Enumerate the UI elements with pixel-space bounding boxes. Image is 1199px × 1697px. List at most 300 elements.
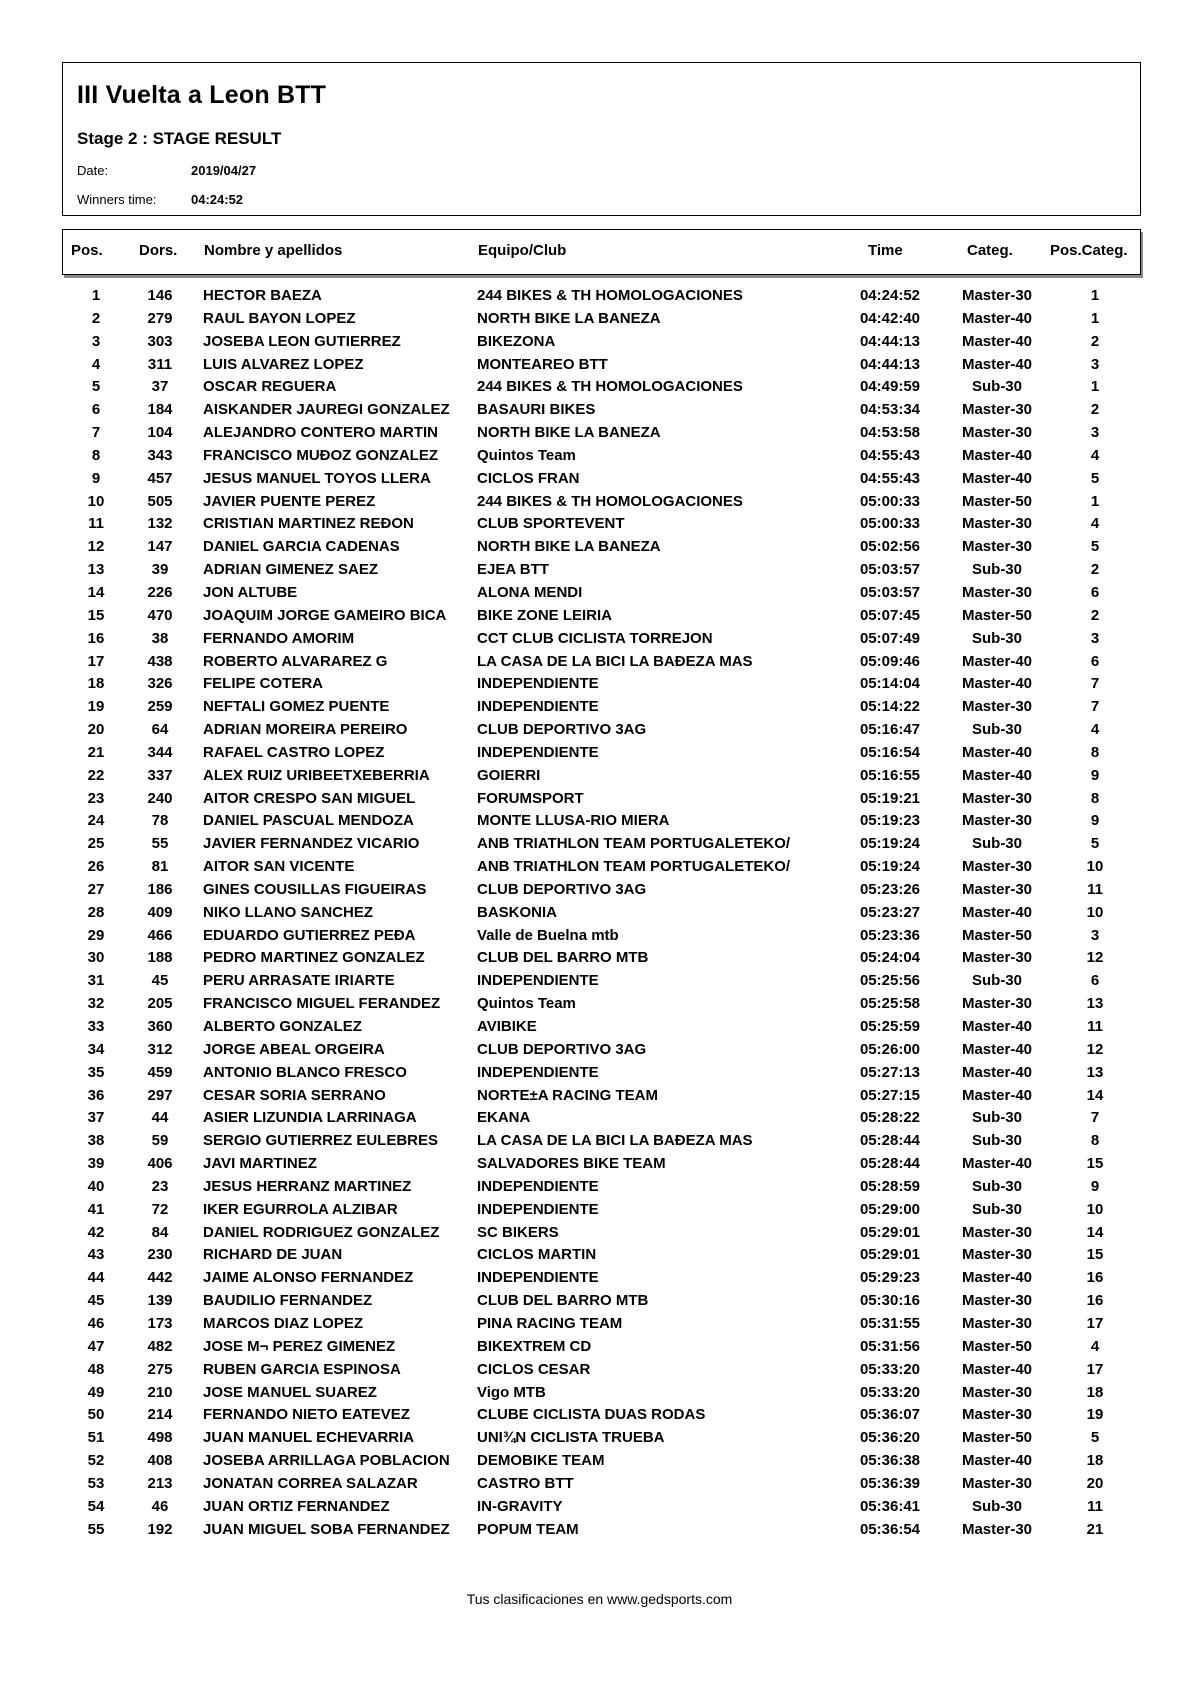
table-row — [0, 1085, 1199, 1108]
cell-pos-categ: 13 — [1086, 995, 1104, 1013]
cell-categ: Master-30 — [961, 1292, 1033, 1310]
cell-name: AISKANDER JAUREGI GONZALEZ — [203, 401, 450, 419]
cell-name: ASIER LIZUNDIA LARRINAGA — [203, 1109, 417, 1127]
cell-pos: 6 — [91, 401, 101, 419]
cell-team: INDEPENDIENTE — [477, 972, 599, 990]
cell-pos-categ: 6 — [1090, 583, 1100, 601]
cell-name: JAVIER PUENTE PEREZ — [203, 492, 376, 510]
cell-dors: 23 — [151, 1177, 169, 1195]
cell-team: INDEPENDIENTE — [477, 698, 599, 716]
cell-team: NORTH BIKE LA BANEZA — [477, 424, 661, 442]
cell-team: CLUB DEL BARRO MTB — [477, 1292, 649, 1310]
cell-categ: Master-40 — [961, 355, 1033, 373]
cell-dors: 186 — [147, 880, 173, 898]
cell-name: JUAN MIGUEL SOBA FERNANDEZ — [203, 1520, 450, 1538]
cell-categ: Master-40 — [961, 1155, 1033, 1173]
table-row — [0, 947, 1199, 970]
cell-name: JOSEBA LEON GUTIERREZ — [203, 332, 401, 350]
cell-name: PERU ARRASATE IRIARTE — [203, 972, 395, 990]
cell-pos-categ: 4 — [1090, 721, 1100, 739]
table-row — [0, 879, 1199, 902]
cell-pos: 49 — [87, 1383, 105, 1401]
cell-dors: 46 — [151, 1497, 169, 1515]
cell-name: DANIEL GARCIA CADENAS — [203, 538, 400, 556]
cell-categ: Sub-30 — [971, 561, 1022, 579]
cell-pos-categ: 7 — [1090, 1109, 1100, 1127]
cell-pos: 7 — [91, 424, 101, 442]
cell-team: EKANA — [477, 1109, 531, 1127]
cell-time: 05:28:59 — [859, 1177, 921, 1195]
cell-time: 05:02:56 — [859, 538, 921, 556]
cell-pos: 16 — [87, 629, 105, 647]
cell-name: HECTOR BAEZA — [203, 287, 322, 304]
cell-pos: 47 — [87, 1337, 105, 1355]
cell-categ: Sub-30 — [971, 835, 1022, 853]
cell-name: RICHARD DE JUAN — [203, 1246, 343, 1264]
cell-team: CLUB DEL BARRO MTB — [477, 949, 649, 967]
cell-dors: 505 — [147, 492, 173, 510]
column-team: Equipo/Club — [478, 242, 567, 259]
cell-pos: 28 — [87, 903, 105, 921]
cell-dors: 45 — [151, 972, 169, 990]
cell-name: JORGE ABEAL ORGEIRA — [203, 1040, 385, 1058]
cell-dors: 213 — [147, 1474, 173, 1492]
cell-categ: Master-40 — [961, 1360, 1033, 1378]
cell-dors: 279 — [147, 309, 173, 327]
table-row — [0, 331, 1199, 354]
cell-pos: 12 — [87, 538, 105, 556]
cell-name: JOSEBA ARRILLAGA POBLACION — [203, 1452, 450, 1470]
cell-name: EDUARDO GUTIERREZ PEÐA — [203, 926, 416, 944]
cell-team: 244 BIKES & TH HOMOLOGACIONES — [477, 378, 743, 396]
cell-categ: Master-40 — [961, 675, 1033, 693]
winners-time-value: 04:24:52 — [191, 192, 244, 207]
cell-pos: 38 — [87, 1132, 105, 1150]
cell-dors: 303 — [147, 332, 173, 350]
cell-pos: 1 — [91, 287, 101, 304]
cell-pos: 27 — [87, 880, 105, 898]
cell-name: JESUS HERRANZ MARTINEZ — [203, 1177, 412, 1195]
cell-categ: Sub-30 — [971, 1177, 1022, 1195]
cell-pos-categ: 17 — [1086, 1360, 1104, 1378]
table-row — [0, 1496, 1199, 1519]
column-name: Nombre y apellidos — [204, 242, 343, 259]
cell-pos: 46 — [87, 1314, 105, 1332]
cell-name: GINES COUSILLAS FIGUEIRAS — [203, 880, 427, 898]
cell-team: ANB TRIATHLON TEAM PORTUGALETEKO/ — [477, 835, 791, 853]
cell-pos-categ: 8 — [1090, 1132, 1100, 1150]
cell-team: UNI¾N CICLISTA TRUEBA — [477, 1429, 665, 1447]
cell-dors: 55 — [151, 835, 169, 853]
table-row — [0, 673, 1199, 696]
cell-pos-categ: 9 — [1090, 812, 1100, 830]
cell-pos-categ: 2 — [1090, 332, 1100, 350]
cell-time: 04:44:13 — [859, 355, 921, 373]
cell-time: 05:16:47 — [859, 721, 921, 739]
cell-pos-categ: 4 — [1090, 446, 1100, 464]
date-value: 2019/04/27 — [191, 163, 257, 178]
cell-team: 244 BIKES & TH HOMOLOGACIONES — [477, 287, 743, 304]
table-row — [0, 833, 1199, 856]
cell-pos-categ: 7 — [1090, 675, 1100, 693]
cell-dors: 230 — [147, 1246, 173, 1264]
cell-pos: 43 — [87, 1246, 105, 1264]
cell-team: INDEPENDIENTE — [477, 743, 599, 761]
cell-categ: Sub-30 — [971, 972, 1022, 990]
cell-team: ALONA MENDI — [477, 583, 583, 601]
cell-team: EJEA BTT — [477, 561, 549, 579]
cell-pos: 10 — [87, 492, 105, 510]
cell-categ: Sub-30 — [971, 721, 1022, 739]
cell-pos-categ: 6 — [1090, 972, 1100, 990]
cell-pos: 41 — [87, 1200, 105, 1218]
cell-pos-categ: 2 — [1090, 561, 1100, 579]
table-row — [0, 719, 1199, 742]
cell-pos-categ: 5 — [1090, 835, 1100, 853]
cell-dors: 72 — [151, 1200, 169, 1218]
cell-categ: Master-40 — [961, 1269, 1033, 1287]
cell-name: CESAR SORIA SERRANO — [203, 1086, 386, 1104]
cell-pos-categ: 3 — [1090, 926, 1100, 944]
cell-time: 05:00:33 — [859, 492, 921, 510]
cell-categ: Master-50 — [961, 492, 1033, 510]
cell-time: 05:16:54 — [859, 743, 921, 761]
cell-team: ANB TRIATHLON TEAM PORTUGALETEKO/ — [477, 858, 791, 876]
cell-time: 05:03:57 — [859, 561, 921, 579]
table-row — [0, 1199, 1199, 1222]
cell-pos: 33 — [87, 1018, 105, 1035]
cell-team: CICLOS CESAR — [477, 1360, 591, 1378]
cell-dors: 466 — [147, 926, 173, 944]
cell-pos: 2 — [91, 309, 101, 327]
cell-pos-categ: 15 — [1086, 1155, 1104, 1173]
cell-dors: 104 — [147, 424, 173, 442]
cell-time: 05:36:54 — [859, 1520, 921, 1538]
table-row — [0, 993, 1199, 1016]
cell-pos-categ: 12 — [1086, 1040, 1104, 1058]
table-row — [0, 1130, 1199, 1153]
cell-dors: 147 — [147, 538, 173, 556]
cell-pos: 44 — [87, 1269, 105, 1287]
cell-categ: Master-40 — [961, 1018, 1033, 1035]
cell-team: LA CASA DE LA BICI LA BAÐEZA MAS — [477, 652, 753, 670]
cell-time: 05:19:23 — [859, 812, 921, 830]
cell-dors: 409 — [147, 903, 173, 921]
cell-name: AITOR CRESPO SAN MIGUEL — [203, 789, 416, 807]
cell-time: 05:28:22 — [859, 1109, 921, 1127]
cell-name: JESUS MANUEL TOYOS LLERA — [203, 469, 431, 487]
cell-categ: Master-40 — [961, 743, 1033, 761]
cell-time: 05:19:24 — [859, 835, 921, 853]
race-title: III Vuelta a Leon BTT — [77, 81, 327, 109]
cell-dors: 438 — [147, 652, 173, 670]
cell-time: 05:36:20 — [859, 1429, 921, 1447]
cell-team: IN-GRAVITY — [477, 1497, 563, 1515]
table-row — [0, 628, 1199, 651]
cell-pos: 22 — [87, 766, 105, 784]
cell-categ: Master-40 — [961, 446, 1033, 464]
cell-categ: Master-40 — [961, 1063, 1033, 1081]
cell-dors: 482 — [147, 1337, 173, 1355]
cell-team: BASKONIA — [477, 903, 558, 921]
cell-name: AITOR SAN VICENTE — [203, 858, 355, 876]
cell-pos-categ: 8 — [1090, 789, 1100, 807]
cell-pos-categ: 16 — [1086, 1269, 1104, 1287]
table-row — [0, 1107, 1199, 1130]
cell-pos: 21 — [87, 743, 105, 761]
cell-pos-categ: 8 — [1090, 743, 1100, 761]
cell-dors: 214 — [147, 1406, 173, 1424]
cell-name: JAVIER FERNANDEZ VICARIO — [203, 835, 420, 853]
cell-name: JAVI MARTINEZ — [203, 1155, 317, 1173]
table-row — [0, 765, 1199, 788]
cell-team: SALVADORES BIKE TEAM — [477, 1155, 666, 1173]
cell-team: MONTE LLUSA-RIO MIERA — [477, 812, 670, 830]
cell-time: 04:53:58 — [859, 424, 921, 442]
cell-dors: 459 — [147, 1063, 173, 1081]
cell-categ: Master-30 — [961, 880, 1033, 898]
cell-pos-categ: 12 — [1086, 949, 1104, 967]
column-categ: Categ. — [967, 242, 1013, 259]
cell-pos-categ: 11 — [1087, 1018, 1103, 1035]
table-row — [0, 536, 1199, 559]
cell-pos-categ: 11 — [1087, 880, 1103, 898]
cell-pos: 18 — [87, 675, 105, 693]
cell-pos: 3 — [91, 332, 101, 350]
table-row — [0, 605, 1199, 628]
cell-pos: 19 — [87, 698, 105, 716]
cell-pos: 45 — [87, 1292, 105, 1310]
cell-pos: 26 — [87, 858, 105, 876]
cell-pos-categ: 2 — [1090, 401, 1100, 419]
cell-time: 05:00:33 — [859, 515, 921, 533]
stage-title: Stage 2 : STAGE RESULT — [77, 129, 282, 148]
cell-pos: 15 — [87, 606, 105, 624]
cell-time: 05:33:20 — [859, 1360, 921, 1378]
table-row — [0, 468, 1199, 491]
cell-dors: 173 — [147, 1314, 173, 1332]
cell-pos: 11 — [88, 515, 104, 533]
cell-dors: 312 — [147, 1040, 173, 1058]
cell-time: 05:31:56 — [859, 1337, 921, 1355]
cell-pos-categ: 2 — [1090, 606, 1100, 624]
table-row — [0, 925, 1199, 948]
cell-pos-categ: 10 — [1086, 903, 1104, 921]
cell-dors: 146 — [147, 287, 173, 304]
cell-team: BIKE ZONE LEIRIA — [477, 606, 613, 624]
cell-time: 05:31:55 — [859, 1314, 921, 1332]
cell-categ: Master-30 — [961, 1474, 1033, 1492]
table-row — [0, 696, 1199, 719]
cell-categ: Sub-30 — [971, 1132, 1022, 1150]
cell-name: JOSE M¬ PEREZ GIMENEZ — [203, 1337, 396, 1355]
cell-pos: 42 — [87, 1223, 105, 1241]
cell-team: CASTRO BTT — [477, 1474, 574, 1492]
cell-team: INDEPENDIENTE — [477, 1063, 599, 1081]
cell-dors: 240 — [147, 789, 173, 807]
cell-pos-categ: 14 — [1086, 1223, 1104, 1241]
cell-time: 04:49:59 — [859, 378, 921, 396]
cell-pos-categ: 10 — [1086, 858, 1104, 876]
cell-dors: 38 — [151, 629, 169, 647]
cell-categ: Master-30 — [961, 287, 1033, 304]
cell-pos: 36 — [87, 1086, 105, 1104]
table-row — [0, 1382, 1199, 1405]
cell-time: 05:27:13 — [859, 1063, 921, 1081]
cell-pos-categ: 5 — [1090, 538, 1100, 556]
cell-name: JUAN MANUEL ECHEVARRIA — [203, 1429, 415, 1447]
cell-time: 05:27:15 — [859, 1086, 921, 1104]
cell-categ: Master-40 — [961, 469, 1033, 487]
cell-pos: 4 — [91, 355, 101, 373]
cell-team: CLUB DEPORTIVO 3AG — [477, 880, 647, 898]
cell-pos: 31 — [87, 972, 105, 990]
cell-pos: 40 — [87, 1177, 105, 1195]
cell-team: Valle de Buelna mtb — [477, 926, 619, 944]
table-row — [0, 1222, 1199, 1245]
cell-team: CLUB SPORTEVENT — [477, 515, 625, 533]
cell-pos: 34 — [87, 1040, 105, 1058]
cell-time: 05:33:20 — [859, 1383, 921, 1401]
table-row — [0, 582, 1199, 605]
cell-name: OSCAR REGUERA — [203, 378, 337, 396]
cell-dors: 498 — [147, 1429, 173, 1447]
cell-pos: 24 — [87, 812, 105, 830]
cell-time: 05:23:27 — [859, 903, 921, 921]
table-row — [0, 1267, 1199, 1290]
cell-name: JOAQUIM JORGE GAMEIRO BICA — [203, 606, 447, 624]
cell-name: RAUL BAYON LOPEZ — [203, 309, 356, 327]
cell-categ: Sub-30 — [971, 1497, 1022, 1515]
cell-pos: 9 — [91, 469, 101, 487]
cell-dors: 326 — [147, 675, 173, 693]
cell-categ: Master-30 — [961, 812, 1033, 830]
cell-name: FRANCISCO MUÐOZ GONZALEZ — [203, 446, 438, 464]
cell-dors: 59 — [151, 1132, 169, 1150]
cell-pos-categ: 16 — [1086, 1292, 1104, 1310]
cell-name: NEFTALI GOMEZ PUENTE — [203, 698, 390, 716]
cell-team: FORUMSPORT — [477, 789, 584, 807]
cell-name: ADRIAN GIMENEZ SAEZ — [203, 561, 379, 579]
cell-pos: 23 — [87, 789, 105, 807]
cell-name: LUIS ALVAREZ LOPEZ — [203, 355, 364, 373]
cell-time: 04:44:13 — [859, 332, 921, 350]
cell-categ: Master-30 — [961, 1520, 1033, 1538]
cell-pos: 52 — [87, 1452, 105, 1470]
cell-categ: Master-50 — [961, 606, 1033, 624]
cell-team: Quintos Team — [477, 995, 576, 1013]
cell-team: CICLOS FRAN — [477, 469, 580, 487]
table-row — [0, 1153, 1199, 1176]
cell-name: ALEX RUIZ URIBEETXEBERRIA — [203, 766, 430, 784]
cell-pos-categ: 3 — [1090, 424, 1100, 442]
cell-time: 05:14:04 — [859, 675, 921, 693]
cell-pos-categ: 1 — [1090, 492, 1100, 510]
table-row — [0, 1427, 1199, 1450]
cell-time: 04:55:43 — [859, 469, 921, 487]
cell-dors: 360 — [147, 1018, 173, 1035]
cell-pos-categ: 18 — [1086, 1452, 1104, 1470]
table-row — [0, 1313, 1199, 1336]
cell-pos: 48 — [87, 1360, 105, 1378]
cell-pos-categ: 3 — [1090, 355, 1100, 373]
cell-dors: 64 — [151, 721, 169, 739]
table-row — [0, 354, 1199, 377]
cell-categ: Master-30 — [961, 424, 1033, 442]
table-row — [0, 902, 1199, 925]
cell-team: LA CASA DE LA BICI LA BAÐEZA MAS — [477, 1132, 753, 1150]
cell-team: INDEPENDIENTE — [477, 1269, 599, 1287]
cell-pos-categ: 18 — [1086, 1383, 1104, 1401]
cell-name: FERNANDO AMORIM — [203, 629, 355, 647]
table-row — [0, 810, 1199, 833]
table-row — [0, 1176, 1199, 1199]
cell-categ: Master-40 — [961, 903, 1033, 921]
cell-pos-categ: 15 — [1086, 1246, 1104, 1264]
cell-dors: 297 — [147, 1086, 173, 1104]
cell-pos-categ: 21 — [1086, 1520, 1104, 1538]
cell-time: 05:24:04 — [859, 949, 921, 967]
cell-team: AVIBIKE — [477, 1018, 537, 1035]
cell-time: 05:25:59 — [859, 1018, 921, 1035]
table-row — [0, 1290, 1199, 1313]
table-row — [0, 1062, 1199, 1085]
cell-time: 05:36:39 — [859, 1474, 921, 1492]
cell-pos-categ: 20 — [1086, 1474, 1104, 1492]
cell-dors: 226 — [147, 583, 173, 601]
cell-time: 04:53:34 — [859, 401, 921, 419]
table-row — [0, 788, 1199, 811]
cell-pos: 35 — [87, 1063, 105, 1081]
cell-time: 05:36:41 — [859, 1497, 921, 1515]
cell-time: 05:28:44 — [859, 1155, 921, 1173]
cell-pos-categ: 1 — [1090, 378, 1100, 396]
table-row — [0, 1473, 1199, 1496]
cell-team: NORTE±A RACING TEAM — [477, 1086, 659, 1104]
cell-time: 05:07:49 — [859, 629, 921, 647]
cell-time: 05:16:55 — [859, 766, 921, 784]
cell-time: 05:19:21 — [859, 789, 921, 807]
cell-name: FRANCISCO MIGUEL FERANDEZ — [203, 995, 441, 1013]
footer-credit: Tus clasificaciones en www.gedsports.com — [466, 1591, 733, 1607]
cell-name: JOSE MANUEL SUAREZ — [203, 1383, 377, 1401]
cell-time: 05:36:07 — [859, 1406, 921, 1424]
cell-team: BASAURI BIKES — [477, 401, 596, 419]
cell-name: FELIPE COTERA — [203, 675, 324, 693]
cell-pos-categ: 14 — [1086, 1086, 1104, 1104]
cell-name: BAUDILIO FERNANDEZ — [203, 1292, 373, 1310]
cell-name: JUAN ORTIZ FERNANDEZ — [203, 1497, 390, 1515]
column-time: Time — [868, 242, 903, 259]
cell-categ: Master-30 — [961, 1406, 1033, 1424]
cell-team: BIKEXTREM CD — [477, 1337, 592, 1355]
cell-pos-categ: 5 — [1090, 1429, 1100, 1447]
cell-team: CLUBE CICLISTA DUAS RODAS — [477, 1406, 706, 1424]
winners-time-label: Winners time: — [77, 192, 157, 207]
cell-pos: 53 — [87, 1474, 105, 1492]
table-row — [0, 651, 1199, 674]
cell-team: SC BIKERS — [477, 1223, 559, 1241]
cell-categ: Master-40 — [961, 309, 1033, 327]
cell-dors: 337 — [147, 766, 173, 784]
cell-time: 05:26:00 — [859, 1040, 921, 1058]
cell-categ: Master-40 — [961, 652, 1033, 670]
cell-name: IKER EGURROLA ALZIBAR — [203, 1200, 398, 1218]
cell-dors: 259 — [147, 698, 173, 716]
cell-dors: 442 — [147, 1269, 173, 1287]
cell-dors: 343 — [147, 446, 173, 464]
cell-name: MARCOS DIAZ LOPEZ — [203, 1314, 363, 1332]
